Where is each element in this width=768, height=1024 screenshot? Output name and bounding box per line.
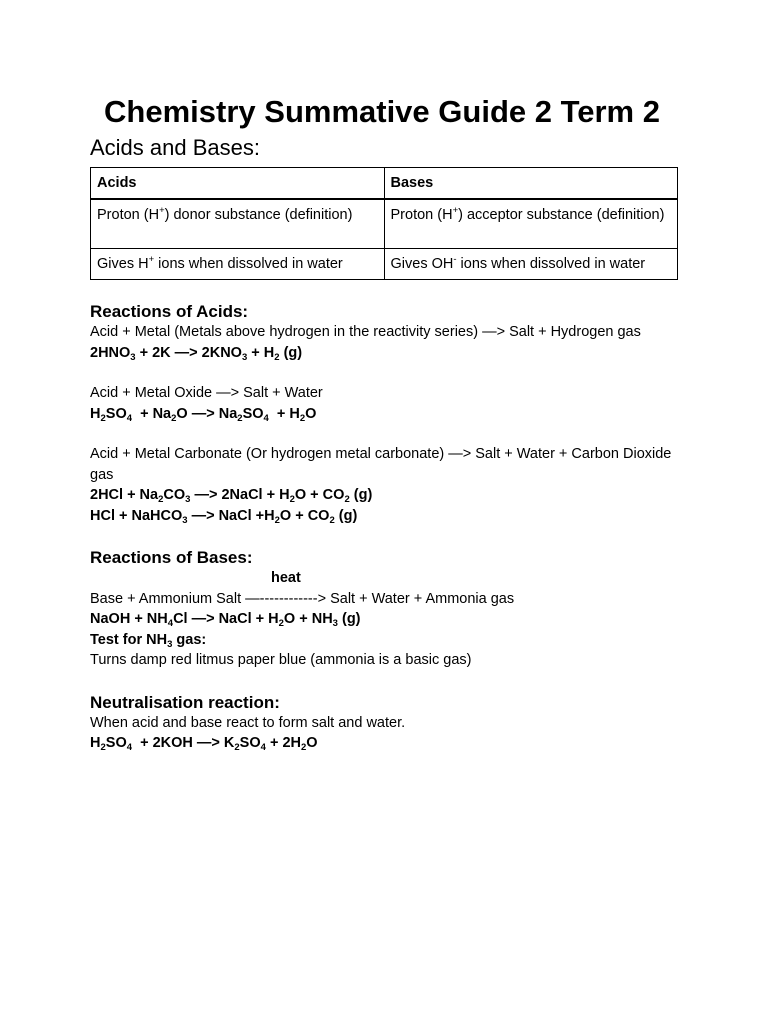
acid-carbonate-rule: Acid + Metal Carbonate (Or hydrogen metal carbonate) —> Salt + Water + Carbon Dioxide gas [90,446,672,483]
document-title: Chemistry Summative Guide 2 Term 2 [104,94,660,129]
acids-reactions-heading: Reactions of Acids: [90,302,249,321]
acids-bases-subtitle: Acids and Bases: [90,135,260,160]
ammonia-test-result: Turns damp red litmus paper blue (ammonia is a basic gas) [90,652,472,668]
acids-bases-table [90,167,678,280]
neutralisation-heading: Neutralisation reaction: [90,692,280,712]
base-ions-cell: Gives OH- ions when dissolved in water [384,249,678,280]
table-row [91,199,678,249]
table-header-row [91,168,678,200]
acid-carbonate-equation-1: $2HCl + Na_2CO_3$ —> 2NaCl + $H_2O + CO_2$ (g) [90,487,373,505]
acid-ions-cell: Gives H+ ions when dissolved in water [91,249,385,280]
base-ammonium-rule: Base + Ammonium Salt —------------> Salt + Water + Ammonia gas [90,590,515,607]
neutralisation-equation: $H_2SO_4 + 2KOH$ —> $K_2SO_4 + 2H_2O$ [90,735,318,753]
document-page [90,94,680,754]
acid-carbonate-equation-2: HCl + NaHCO$_3$ —> NaCl $+H_2O + CO_2$ (g) [90,507,358,526]
acid-metal-rule: Acid + Metal (Metals above hydrogen in the reactivity series) —> Salt + Hydrogen gas [90,324,641,340]
neutralisation-definition: When acid and base react to form salt and water. [90,714,406,731]
acid-definition-cell: Proton (H+) donor substance (definition) [91,199,385,249]
acid-oxide-rule: Acid + Metal Oxide —> Salt + Water [90,385,323,401]
base-definition-cell: Proton (H+) acceptor substance (definition) [384,199,678,249]
acid-metal-equation: $2HNO_3 + 2K$ —> $2KNO_3 + H_2$ (g) [90,344,303,363]
header-acids: Acids [91,168,385,200]
heat-label: heat [271,570,301,586]
header-bases: Bases [384,168,678,200]
table-row [91,249,678,280]
ammonia-test-label: Test for $NH_3$ gas: [90,631,207,650]
bases-reactions-heading: Reactions of Bases: [90,548,253,567]
base-ammonium-equation: NaOH + $NH_4Cl$ —> NaCl + $H_2O + NH_3$ (g) [90,611,361,629]
acid-oxide-equation: $H_2SO_4 + Na_2O$ —> $Na_2SO_4 + H_2O$ [90,405,317,424]
